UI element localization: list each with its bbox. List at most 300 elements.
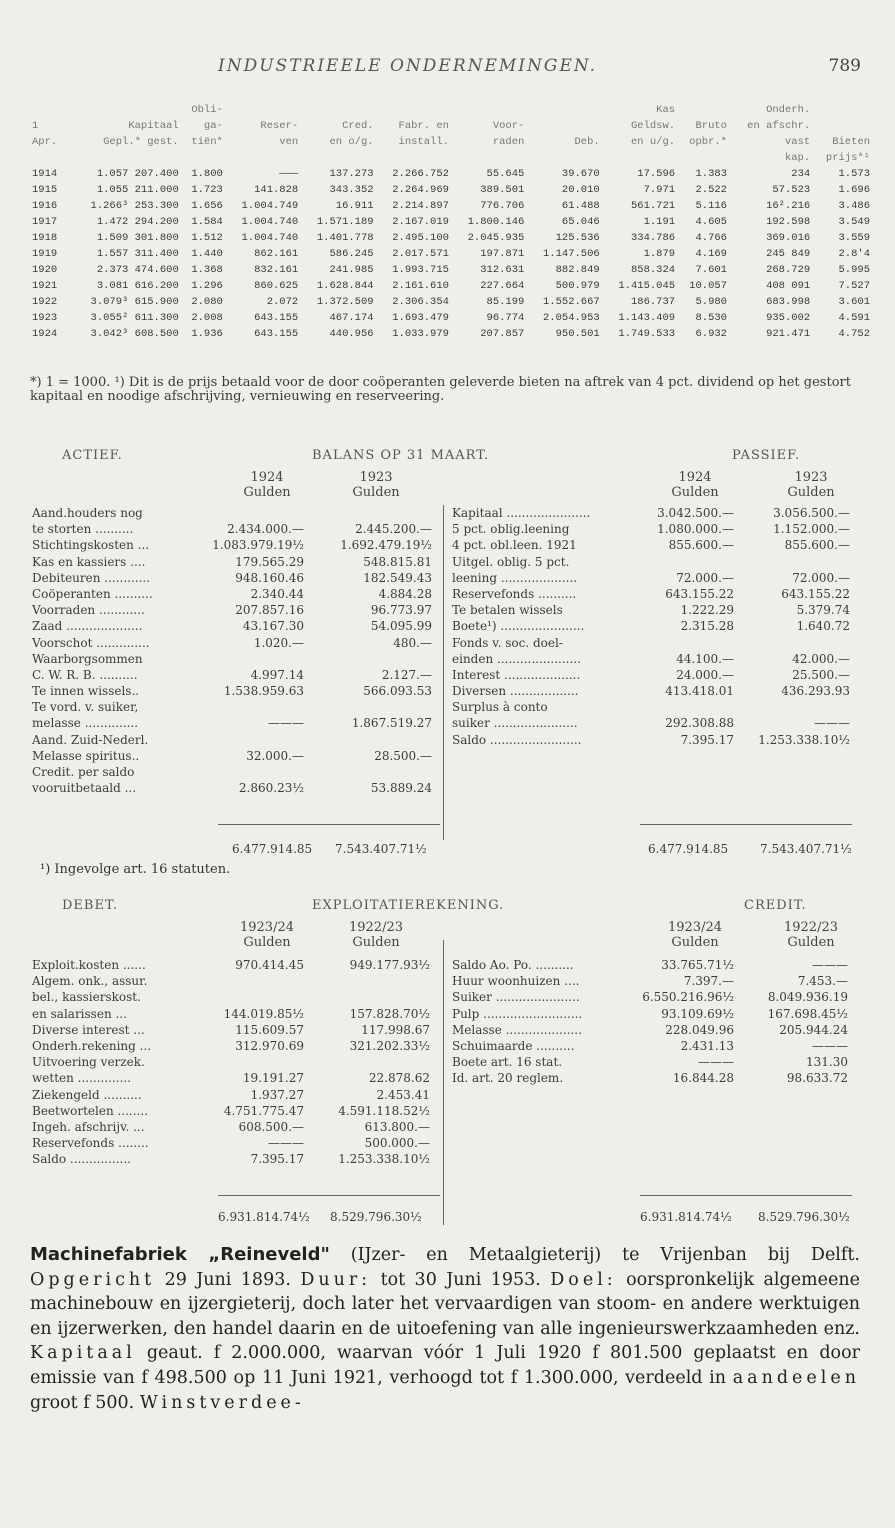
history-cell: 2.080 <box>191 296 223 308</box>
fin-row <box>32 973 437 989</box>
fin-amount: 312.970.69 <box>235 1038 304 1053</box>
history-cell: 1.879 <box>643 248 676 260</box>
fin-amount: 321.202.33½ <box>349 1038 430 1053</box>
history-cell: 858.324 <box>630 264 676 276</box>
actief-list <box>32 505 437 796</box>
fin-amount: 4.997.14 <box>250 667 304 682</box>
history-cell: 2.054.953 <box>542 312 600 324</box>
fin-amount: 53.889.24 <box>370 781 432 796</box>
history-cell: 1.147.506 <box>542 248 600 260</box>
history-header-cell <box>66 102 180 118</box>
fin-amount: 4.591.118.52½ <box>338 1103 430 1118</box>
fin-label: Algem. onk., assur. <box>32 974 148 989</box>
fin-amount: 25.500.— <box>792 667 850 682</box>
history-row <box>30 326 872 342</box>
fin-label: Id. art. 20 reglem. <box>452 1071 564 1086</box>
history-header-cell: Cred. <box>342 120 374 132</box>
fin-amount: 643.155.22 <box>781 586 850 601</box>
history-cell: 2.167.019 <box>392 216 449 228</box>
fin-label: Diverse interest ... <box>32 1022 145 1037</box>
history-row <box>30 246 872 262</box>
fin-row <box>32 732 437 748</box>
fin-row <box>452 602 852 618</box>
balans-title: BALANS OP 31 MAART. <box>312 448 490 463</box>
history-header-cell: prijs*¹ <box>825 152 870 164</box>
history-cell: 7.527 <box>838 280 870 292</box>
fin-amount: 2.127.— <box>381 667 432 682</box>
history-cell: 2.161.610 <box>392 280 449 292</box>
debet-total-rule <box>218 1195 440 1196</box>
history-cell: 1.055 211.000 <box>96 184 179 196</box>
history-row <box>30 214 872 230</box>
history-cell: 96.774 <box>486 312 525 324</box>
history-cell: 7.601 <box>695 264 727 276</box>
history-cell: 1.557 311.400 <box>96 248 179 260</box>
fin-amount: 228.049.96 <box>665 1022 734 1037</box>
history-cell: 1914 <box>32 168 58 180</box>
fin-label: Voorschot .............. <box>32 635 150 650</box>
history-cell: 137.273 <box>329 168 374 180</box>
history-cell: 4.169 <box>695 248 727 260</box>
fin-amount: 4.884.28 <box>378 586 432 601</box>
fin-amount: 1.083.979.19½ <box>212 538 304 553</box>
unit-label: Gulden <box>787 935 835 950</box>
history-cell: 950.501 <box>555 328 600 340</box>
fin-row <box>452 1070 852 1086</box>
history-cell: 61.488 <box>561 200 600 212</box>
balans-footnote: ¹) Ingevolge art. 16 statuten. <box>40 862 231 877</box>
company-descriptor: (IJzer- en Metaalgieterij) te Vrijenban bij Delft. <box>350 1245 860 1265</box>
fin-amount: 44.100.— <box>676 651 734 666</box>
opgericht-date: 29 Juni 1893. <box>164 1269 291 1290</box>
history-header-cell <box>677 102 729 118</box>
history-cell: 186.737 <box>630 296 676 308</box>
balans-passief-col1923 <box>766 470 856 500</box>
history-cell: 467.174 <box>329 312 374 324</box>
fin-amount: 7.453.— <box>797 974 848 989</box>
fin-amount: 2.453.41 <box>376 1087 430 1102</box>
fin-row <box>32 1087 437 1103</box>
debet-col-1 <box>222 920 312 950</box>
history-cell: 2.008 <box>191 312 223 324</box>
history-header-cell <box>225 102 300 118</box>
fin-label: Voorraden ............ <box>32 603 145 618</box>
year-label: 1923 <box>794 470 828 485</box>
fin-amount: 608.500.— <box>238 1119 304 1134</box>
history-cell: 1922 <box>32 296 58 308</box>
fin-amount: 436.293.93 <box>781 684 850 699</box>
running-title: INDUSTRIEELE ONDERNEMINGEN. <box>218 56 598 76</box>
fin-amount: 7.395.17 <box>250 1152 304 1167</box>
fin-label: Reservefonds .......... <box>452 586 577 601</box>
fin-amount: 4.751.775.47 <box>223 1103 304 1118</box>
history-cell: 2.264.969 <box>392 184 449 196</box>
fin-amount: 1.253.338.10½ <box>758 732 850 747</box>
duur-text: tot 30 Juni 1953. <box>380 1269 541 1290</box>
fin-row <box>32 957 437 973</box>
kapitaal-text: geaut. f 2.000.000, waarvan vóór 1 Juli 1920 f 801.500 geplaatst en door emissie van f 498.500 op 11 Juni 1921, verhoogd tot f 1.300.000, verdeeld in <box>30 1343 860 1388</box>
fin-amount: 205.944.24 <box>779 1022 848 1037</box>
history-cell: 1919 <box>32 248 58 260</box>
history-cell: 3.079³ 615.900 <box>90 296 179 308</box>
history-cell: 1.509 301.800 <box>96 232 179 244</box>
fin-amount: 207.857.16 <box>235 603 304 618</box>
fin-amount: 292.308.88 <box>665 716 734 731</box>
history-cell: 4.605 <box>695 216 727 228</box>
fin-label: C. W. R. B. .......... <box>32 667 138 682</box>
history-header-row <box>30 118 872 134</box>
history-cell: 65.046 <box>561 216 600 228</box>
fin-row <box>452 1054 852 1070</box>
fin-row <box>32 651 437 667</box>
fin-amount: 855.600.— <box>668 538 734 553</box>
history-header-cell: en o/g. <box>329 136 374 148</box>
history-cell: 1.800.146 <box>467 216 525 228</box>
fin-row <box>32 780 437 796</box>
history-header-cell: Voor- <box>492 120 525 132</box>
history-cell: 3.486 <box>838 200 870 212</box>
balans-actief-col1924 <box>222 470 312 500</box>
fin-label: Pulp .......................... <box>452 1006 583 1021</box>
history-cell: 2.306.354 <box>392 296 449 308</box>
fin-amount: ——— <box>814 716 850 731</box>
unit-label: Gulden <box>352 935 400 950</box>
fin-label: Uitgel. oblig. 5 pct. <box>452 554 570 569</box>
history-cell: 408 091 <box>766 280 811 292</box>
passief-heading: PASSIEF. <box>732 448 801 463</box>
fin-row <box>32 1022 437 1038</box>
fin-amount: 1.538.959.63 <box>223 684 304 699</box>
history-cell: 7.971 <box>643 184 676 196</box>
history-cell: 1920 <box>32 264 58 276</box>
history-cell: 1.749.533 <box>618 328 676 340</box>
history-cell: 245 849 <box>766 248 811 260</box>
fin-amount: 855.600.— <box>784 538 850 553</box>
history-header-cell: tiën* <box>191 136 223 148</box>
history-cell: 2.072 <box>266 296 299 308</box>
fin-amount: 5.379.74 <box>796 603 850 618</box>
history-cell: 1.696 <box>838 184 870 196</box>
history-cell: 17.596 <box>637 168 676 180</box>
history-cell: 4.752 <box>838 328 870 340</box>
fin-row <box>452 651 852 667</box>
history-row <box>30 310 872 326</box>
history-header-cell <box>602 150 677 166</box>
credit-list <box>452 957 852 1087</box>
history-cell: 1.004.740 <box>241 216 299 228</box>
fin-amount: 117.998.67 <box>361 1022 430 1037</box>
fin-amount: 2.431.13 <box>680 1038 734 1053</box>
history-table <box>30 102 872 342</box>
fin-label: Interest .................... <box>452 667 581 682</box>
fin-label: Huur woonhuizen .... <box>452 974 580 989</box>
fin-row <box>452 973 852 989</box>
history-header-cell: ga- <box>203 120 223 132</box>
history-cell: 935.002 <box>766 312 811 324</box>
credit-total-rule <box>640 1195 852 1196</box>
history-cell: 683.998 <box>766 296 811 308</box>
history-cell: 1.401.778 <box>316 232 374 244</box>
fin-label: Surplus à conto <box>452 700 548 715</box>
history-cell: 1.296 <box>191 280 223 292</box>
fin-amount: 42.000.— <box>792 651 850 666</box>
history-header-cell: Fabr. en <box>398 120 449 132</box>
fin-amount: ——— <box>812 958 848 972</box>
history-cell: 2.017.571 <box>392 248 449 260</box>
fin-amount: ——— <box>698 1055 734 1070</box>
history-header-row <box>30 102 872 118</box>
debet-heading: DEBET. <box>62 898 118 913</box>
winstverdeeling-label: Winstverdee- <box>139 1392 305 1413</box>
fin-row <box>452 1038 852 1054</box>
history-header-cell <box>451 102 526 118</box>
fin-amount: 2.315.28 <box>680 619 734 634</box>
fin-label: Saldo ................ <box>32 1152 131 1167</box>
fin-amount: 2.860.23½ <box>238 781 304 796</box>
history-cell: 643.155 <box>254 312 299 324</box>
history-cell: 5.995 <box>838 264 870 276</box>
exploitatie-title: EXPLOITATIEREKENING. <box>312 898 505 913</box>
fin-label: Melasse .................... <box>452 1022 582 1037</box>
history-cell: 500.979 <box>555 280 600 292</box>
history-cell: 334.786 <box>630 232 676 244</box>
history-cell: 1918 <box>32 232 58 244</box>
fin-amount: 1.152.000.— <box>773 522 850 537</box>
credit-col-1 <box>650 920 740 950</box>
fin-amount: 96.773.97 <box>370 603 432 618</box>
history-cell: 5.980 <box>695 296 727 308</box>
fin-row <box>452 699 852 715</box>
history-cell: 586.245 <box>329 248 374 260</box>
fin-amount: 179.565.29 <box>235 554 304 569</box>
fin-amount: 500.000.— <box>364 1136 430 1151</box>
history-cell: 1.584 <box>191 216 223 228</box>
fin-label: Aand. Zuid-Nederl. <box>32 732 149 747</box>
fin-amount: 1.253.338.10½ <box>338 1152 430 1167</box>
fin-label: Te betalen wissels <box>452 603 563 618</box>
fin-label: Zaad .................... <box>32 619 143 634</box>
fin-row <box>452 586 852 602</box>
history-header-row <box>30 134 872 150</box>
company-name: Machinefabriek „Reineveld" <box>30 1244 330 1265</box>
history-cell: 2.214.897 <box>392 200 449 212</box>
fin-row <box>452 1022 852 1038</box>
fin-amount: 970.414.45 <box>235 958 304 972</box>
fin-amount: 32.000.— <box>246 748 304 763</box>
history-header-cell: 1 <box>32 120 39 132</box>
history-cell: 389.501 <box>480 184 525 196</box>
passief-total-rule <box>640 824 852 825</box>
history-cell: 1.656 <box>191 200 223 212</box>
history-cell: 369.016 <box>766 232 811 244</box>
history-cell: 8.530 <box>695 312 727 324</box>
credit-heading: CREDIT. <box>744 898 807 913</box>
aandeelen-label: aandeelen <box>732 1367 860 1388</box>
passief-list <box>452 505 852 748</box>
balans-passief-col1924 <box>650 470 740 500</box>
fin-amount: 157.828.70½ <box>349 1006 430 1021</box>
fin-label: Ingeh. afschrijv. ... <box>32 1119 145 1134</box>
fin-amount: ——— <box>812 1038 848 1053</box>
history-cell: 1.571.189 <box>316 216 374 228</box>
fin-label: Boete art. 16 stat. <box>452 1055 563 1070</box>
history-row <box>30 198 872 214</box>
page-number: 789 <box>828 56 861 76</box>
fin-amount: 7.397.— <box>683 974 734 989</box>
history-cell: 4.591 <box>838 312 870 324</box>
history-cell: 1923 <box>32 312 58 324</box>
history-header-cell: opbr.* <box>689 136 727 148</box>
history-cell: 312.631 <box>480 264 525 276</box>
history-cell: 2.8'4 <box>838 248 870 260</box>
fin-label: Melasse spiritus.. <box>32 748 140 763</box>
fin-amount: 1.867.519.27 <box>351 716 432 731</box>
fin-label: vooruitbetaald ... <box>32 781 137 796</box>
history-cell: 3.042³ 608.500 <box>90 328 179 340</box>
fin-amount: ——— <box>268 1136 304 1151</box>
debet-col-2 <box>326 920 426 950</box>
fin-row <box>32 1103 437 1119</box>
fin-label: Te innen wissels.. <box>32 684 140 699</box>
history-cell: 2.495.100 <box>392 232 449 244</box>
history-cell: 85.199 <box>486 296 525 308</box>
history-header-cell: en u/g. <box>630 136 676 148</box>
fin-row <box>32 748 437 764</box>
fin-row <box>32 505 437 521</box>
fin-row <box>452 505 852 521</box>
page-header <box>0 56 895 86</box>
history-cell: 1.800 <box>191 168 223 180</box>
fin-row <box>452 554 852 570</box>
fin-row <box>32 618 437 634</box>
history-cell: 1915 <box>32 184 58 196</box>
kapitaal-label: Kapitaal <box>30 1343 136 1364</box>
fin-label: suiker ...................... <box>452 716 578 731</box>
history-header-cell: Gepl.* gest. <box>103 136 179 148</box>
history-cell: 1.143.409 <box>618 312 676 324</box>
history-cell: 1.993.715 <box>392 264 449 276</box>
history-cell: 125.536 <box>555 232 600 244</box>
fin-amount: ——— <box>268 716 304 731</box>
history-cell: 1.723 <box>191 184 223 196</box>
balans-divider <box>443 505 444 840</box>
history-cell: 776.706 <box>480 200 525 212</box>
fin-label: wetten .............. <box>32 1071 132 1086</box>
history-cell: 1.033.979 <box>392 328 449 340</box>
fin-row <box>32 1119 437 1135</box>
history-cell: 1.004.740 <box>241 232 299 244</box>
history-cell: 20.010 <box>561 184 600 196</box>
passief-total-1924: 6.477.914.85 <box>648 842 729 856</box>
history-header-cell: Bieten <box>832 136 870 148</box>
fin-row <box>32 554 437 570</box>
fin-row <box>32 1054 437 1070</box>
fin-row <box>32 667 437 683</box>
history-cell: 882.849 <box>555 264 600 276</box>
fin-label: Kapitaal ...................... <box>452 506 591 520</box>
history-header-cell: Kapitaal <box>128 120 179 132</box>
fin-row <box>452 537 852 553</box>
history-header-cell: Kas <box>656 104 676 116</box>
actief-heading: ACTIEF. <box>62 448 123 463</box>
fin-label: 5 pct. oblig.leening <box>452 522 570 537</box>
fin-amount: 33.765.71½ <box>661 958 734 972</box>
fin-label: Credit. per saldo <box>32 765 135 779</box>
fin-amount: 2.434.000.— <box>227 522 304 537</box>
history-cell: 10.057 <box>689 280 727 292</box>
fin-amount: 72.000.— <box>792 570 850 585</box>
year-label: 1923/24 <box>239 920 294 935</box>
history-cell: 561.721 <box>630 200 676 212</box>
history-cell: 1924 <box>32 328 58 340</box>
opgericht-label: Opgericht <box>30 1269 156 1290</box>
fin-row <box>32 989 437 1005</box>
credit-total-1: 6.931.814.74½ <box>640 1210 732 1224</box>
history-cell: 1.440 <box>191 248 223 260</box>
debet-total-2: 8.529.796.30½ <box>330 1210 422 1224</box>
history-row <box>30 278 872 294</box>
history-cell: 3.601 <box>838 296 870 308</box>
fin-row <box>32 537 437 553</box>
history-header-cell <box>677 150 729 166</box>
credit-col-2 <box>766 920 856 950</box>
debet-total-1: 6.931.814.74½ <box>218 1210 310 1224</box>
fin-amount: 2.340.44 <box>250 586 304 601</box>
year-label: 1923 <box>359 470 393 485</box>
fin-label: bel., kassierskost. <box>32 990 141 1005</box>
history-row <box>30 182 872 198</box>
year-label: 1922/23 <box>783 920 838 935</box>
history-footnote: *) 1 = 1000. ¹) Dit is de prijs betaald voor de door coöperanten geleverde bieten na aftrek van 4 pct. dividend op het gestort kapitaal en noodige afschrijving, vernieuwing en reserveering. <box>30 375 851 404</box>
history-cell: 1.266³ 253.300 <box>90 200 179 212</box>
history-header-cell: en afschr. <box>747 120 811 132</box>
fin-row <box>452 683 852 699</box>
history-cell: 921.471 <box>766 328 811 340</box>
fin-row <box>32 683 437 699</box>
fin-amount: 43.167.30 <box>242 619 304 634</box>
fin-amount: 3.042.500.— <box>657 506 734 520</box>
history-header-cell <box>376 150 451 166</box>
fin-row <box>32 699 437 715</box>
history-header-cell: Deb. <box>574 136 600 148</box>
history-cell: 141.828 <box>254 184 299 196</box>
history-cell: 343.352 <box>329 184 374 196</box>
history-header-cell <box>300 102 375 118</box>
history-cell: 57.523 <box>772 184 811 196</box>
fin-row <box>452 667 852 683</box>
fin-amount: 566.093.53 <box>363 684 432 699</box>
fin-label: Aand.houders nog <box>32 506 143 520</box>
fin-amount: 2.445.200.— <box>355 522 432 537</box>
history-cell: 1.573 <box>838 168 870 180</box>
fin-amount: 8.049.936.19 <box>767 990 848 1005</box>
fin-label: Saldo Ao. Po. .......... <box>452 958 574 972</box>
history-cell: 1.383 <box>695 168 727 180</box>
history-header-cell: raden <box>492 136 525 148</box>
history-cell: 16².216 <box>766 200 811 212</box>
actief-total-1924: 6.477.914.85 <box>232 842 313 856</box>
fin-amount: 948.160.46 <box>235 570 304 585</box>
history-cell: 1.368 <box>191 264 223 276</box>
fin-amount: 144.019.85½ <box>223 1006 304 1021</box>
history-header-cell: ven <box>279 136 299 148</box>
history-header-cell: Bruto <box>695 120 727 132</box>
fin-label: Coöperanten .......... <box>32 586 153 601</box>
fin-label: Te vord. v. suiker, <box>32 700 139 715</box>
fin-label: leening .................... <box>452 570 578 585</box>
history-cell: 16.911 <box>335 200 374 212</box>
aandeelen-text: groot f 500. <box>30 1392 135 1413</box>
